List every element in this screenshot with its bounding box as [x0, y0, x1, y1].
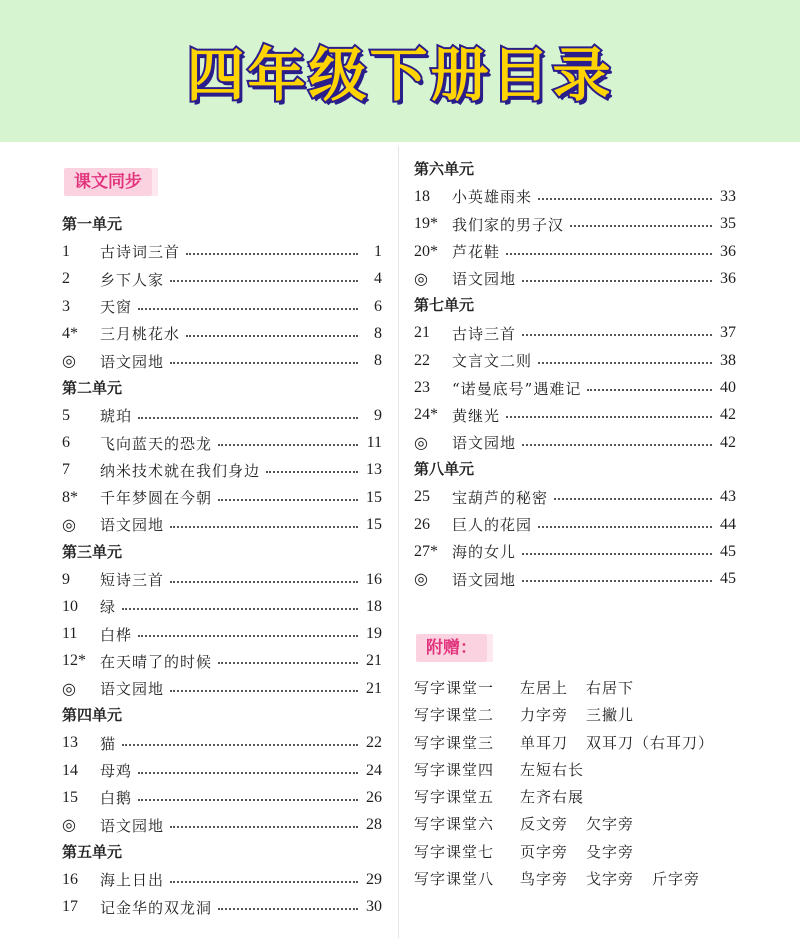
- writing-topic: 双耳刀（右耳刀）: [586, 733, 715, 752]
- page-number: 1: [374, 242, 382, 260]
- page-number: 38: [720, 351, 736, 369]
- lesson-title: 短诗三首: [100, 571, 165, 589]
- writing-topic: 右居下: [586, 679, 635, 697]
- column-divider: [398, 146, 399, 938]
- extras-list: [414, 675, 784, 893]
- toc-entry[interactable]: [414, 374, 736, 401]
- dot-leader: [170, 526, 358, 528]
- page-number: 43: [720, 488, 736, 506]
- header-banner: [0, 0, 800, 142]
- lesson-title: 语文园地: [100, 816, 165, 835]
- dot-leader: [170, 581, 358, 583]
- dot-leader: [218, 499, 358, 501]
- dot-leader: [170, 826, 358, 828]
- lesson-number: 14: [62, 761, 78, 779]
- lesson-number: 25: [414, 488, 430, 506]
- dot-leader: [138, 635, 358, 637]
- page-number: 15: [366, 515, 382, 533]
- toc-right-column: [414, 156, 736, 593]
- page-number: 15: [366, 488, 382, 506]
- lesson-title: 巨人的花园: [452, 516, 533, 534]
- dot-leader: [506, 416, 712, 418]
- page-number: 8: [374, 324, 382, 342]
- lesson-title: 语文园地: [452, 570, 517, 589]
- dot-leader: [138, 799, 358, 801]
- page-number: 8: [374, 352, 382, 370]
- page-number: 22: [366, 734, 382, 752]
- lesson-number: 21: [414, 324, 430, 342]
- page-number: 29: [366, 870, 382, 888]
- dot-leader: [170, 280, 358, 282]
- writing-lesson-label: 写字课堂五: [414, 788, 495, 807]
- lesson-title: 在天晴了的时候: [100, 652, 213, 671]
- dot-leader: [218, 908, 358, 910]
- toc-entry[interactable]: [62, 648, 382, 675]
- extra-item[interactable]: [414, 811, 784, 838]
- lesson-number: 20*: [414, 242, 438, 260]
- lesson-number: 5: [62, 406, 70, 424]
- lesson-title: 语文园地: [100, 516, 165, 535]
- page-number: 24: [366, 761, 382, 779]
- page-number: 37: [720, 324, 736, 342]
- page-number: 36: [720, 269, 736, 287]
- lesson-number: 27*: [414, 542, 438, 560]
- writing-topic: 左齐右展: [520, 788, 585, 807]
- writing-topic: 欠字旁: [586, 815, 635, 834]
- extra-item[interactable]: [414, 757, 784, 784]
- page-number: 45: [720, 542, 736, 560]
- lesson-number: 24*: [414, 406, 438, 424]
- toc-entry[interactable]: [414, 429, 736, 456]
- unit-heading: 第一单元: [62, 215, 123, 233]
- lesson-number: ◎: [62, 353, 76, 371]
- lesson-number: ◎: [414, 571, 428, 589]
- unit-heading: 第二单元: [62, 378, 123, 397]
- lesson-title: 猫: [100, 734, 117, 753]
- writing-topic: 鸟字旁: [520, 870, 569, 889]
- lesson-title: 绿: [100, 598, 117, 617]
- toc-entry[interactable]: [62, 620, 382, 647]
- toc-entry[interactable]: [62, 893, 382, 920]
- dot-leader: [122, 744, 358, 746]
- section-tag-gift: 附赠：: [416, 634, 487, 662]
- dot-leader: [522, 444, 712, 446]
- dot-leader: [522, 553, 712, 555]
- dot-leader: [587, 389, 712, 391]
- extra-item[interactable]: [414, 730, 784, 757]
- page-number: 45: [720, 570, 736, 588]
- lesson-title: 纳米技术就在我们身边: [100, 461, 261, 480]
- lesson-title: “诺曼底号”遇难记: [452, 379, 582, 398]
- page-number: 42: [720, 406, 736, 424]
- writing-topic: 三撇儿: [586, 706, 635, 725]
- lesson-title: 飞向蓝天的恐龙: [100, 434, 213, 453]
- writing-topic: 左短右长: [520, 760, 585, 779]
- lesson-number: 11: [62, 625, 78, 643]
- toc-entry[interactable]: [62, 566, 382, 593]
- lesson-title: 记金华的双龙洞: [100, 898, 213, 917]
- dot-leader: [554, 498, 712, 500]
- dot-leader: [186, 335, 358, 337]
- toc-entry[interactable]: [62, 457, 382, 484]
- dot-leader: [522, 280, 712, 282]
- lesson-title: 语文园地: [452, 434, 517, 453]
- lesson-number: ◎: [62, 516, 76, 534]
- unit-heading: 第八单元: [414, 460, 475, 479]
- writing-lesson-label: 写字课堂一: [414, 679, 495, 697]
- toc-entry[interactable]: [62, 511, 382, 538]
- writing-topic: 殳字旁: [586, 842, 635, 861]
- toc-entry[interactable]: [62, 293, 382, 320]
- writing-lesson-label: 写字课堂三: [414, 733, 495, 752]
- toc-entry[interactable]: [62, 675, 382, 702]
- lesson-title: 白桦: [100, 625, 133, 644]
- toc-entry[interactable]: [414, 183, 736, 210]
- toc-entry[interactable]: [62, 757, 382, 784]
- toc-entry[interactable]: [62, 402, 382, 429]
- unit-heading: 第六单元: [414, 160, 475, 178]
- lesson-title: 小英雄雨来: [452, 188, 533, 207]
- lesson-number: 10: [62, 597, 78, 615]
- writing-topic: 左居上: [520, 679, 569, 697]
- lesson-title: 古诗词三首: [100, 243, 181, 262]
- page-number: 13: [366, 461, 382, 479]
- lesson-number: 1: [62, 242, 70, 260]
- toc-left-column: [62, 211, 382, 921]
- page-number: 16: [366, 570, 382, 588]
- lesson-number: 26: [414, 515, 430, 533]
- page-number: 21: [366, 652, 382, 670]
- toc-entry[interactable]: [414, 238, 736, 265]
- lesson-number: 12*: [62, 652, 86, 670]
- dot-leader: [538, 362, 712, 364]
- lesson-number: 7: [62, 461, 70, 479]
- lesson-number: ◎: [62, 680, 76, 698]
- extra-item[interactable]: [414, 839, 784, 866]
- dot-leader: [522, 580, 712, 582]
- dot-leader: [522, 334, 712, 336]
- writing-topic: 力字旁: [520, 706, 569, 725]
- lesson-title: 三月桃花水: [100, 325, 181, 344]
- toc-entry[interactable]: [62, 238, 382, 265]
- page-number: 6: [374, 297, 382, 315]
- page-number: 4: [374, 270, 382, 288]
- dot-leader: [570, 225, 712, 227]
- page-number: 26: [366, 788, 382, 806]
- page-number: 33: [720, 187, 736, 205]
- toc-entry[interactable]: [62, 812, 382, 839]
- lesson-number: ◎: [414, 270, 428, 288]
- lesson-title: 乡下人家: [100, 270, 165, 289]
- extra-item[interactable]: [414, 702, 784, 729]
- unit-heading: 第四单元: [62, 706, 123, 725]
- page-number: 44: [720, 515, 736, 533]
- toc-entry[interactable]: [62, 266, 382, 293]
- dot-leader: [538, 198, 712, 200]
- toc-entry[interactable]: [414, 347, 736, 374]
- lesson-title: 海的女儿: [452, 543, 517, 562]
- lesson-number: 19*: [414, 215, 438, 233]
- writing-lesson-label: 写字课堂七: [414, 842, 495, 861]
- page-number: 35: [720, 215, 736, 233]
- dot-leader: [170, 690, 358, 692]
- lesson-number: ◎: [414, 434, 428, 452]
- writing-topic: 戈字旁: [586, 870, 635, 889]
- toc-entry[interactable]: [62, 866, 382, 893]
- lesson-title: 白鹅: [100, 789, 133, 808]
- unit-heading: 第七单元: [414, 296, 475, 315]
- lesson-number: 18: [414, 187, 430, 205]
- toc-entry[interactable]: [414, 402, 736, 429]
- writing-lesson-label: 写字课堂六: [414, 815, 495, 834]
- page-number: 40: [720, 379, 736, 397]
- lesson-title: 芦花鞋: [452, 243, 501, 262]
- lesson-number: 8*: [62, 488, 78, 506]
- dot-leader: [138, 417, 358, 419]
- dot-leader: [266, 471, 358, 473]
- dot-leader: [170, 881, 358, 883]
- toc-entry[interactable]: [414, 211, 736, 238]
- toc-entry[interactable]: [414, 511, 736, 538]
- lesson-title: 古诗三首: [452, 324, 517, 343]
- lesson-title: 语文园地: [452, 270, 517, 289]
- toc-entry[interactable]: [62, 730, 382, 757]
- dot-leader: [138, 772, 358, 774]
- writing-lesson-label: 写字课堂八: [414, 870, 495, 889]
- lesson-title: 千年梦圆在今朝: [100, 489, 213, 508]
- toc-entry[interactable]: [414, 265, 736, 292]
- lesson-number: 22: [414, 351, 430, 369]
- writing-topic: 斤字旁: [652, 870, 701, 889]
- toc-entry[interactable]: [62, 593, 382, 620]
- page-number: 19: [366, 625, 382, 643]
- lesson-number: 13: [62, 734, 78, 752]
- lesson-number: 17: [62, 898, 78, 916]
- dot-leader: [538, 526, 712, 528]
- dot-leader: [138, 308, 358, 310]
- writing-topic: 单耳刀: [520, 733, 569, 752]
- lesson-number: ◎: [62, 817, 76, 835]
- toc-entry[interactable]: [62, 320, 382, 347]
- page-number: 9: [374, 406, 382, 424]
- extra-item[interactable]: [414, 675, 784, 702]
- toc-entry[interactable]: [62, 784, 382, 811]
- toc-entry[interactable]: [62, 347, 382, 374]
- writing-topic: 页字旁: [520, 842, 569, 861]
- lesson-number: 16: [62, 870, 78, 888]
- extra-item[interactable]: [414, 784, 784, 811]
- lesson-title: 宝葫芦的秘密: [452, 488, 549, 507]
- page-number: 28: [366, 816, 382, 834]
- writing-lesson-label: 写字课堂二: [414, 706, 495, 725]
- lesson-title: 我们家的男子汉: [452, 215, 565, 234]
- toc-entry[interactable]: [62, 429, 382, 456]
- writing-lesson-label: 写字课堂四: [414, 760, 495, 779]
- dot-leader: [186, 253, 358, 255]
- lesson-title: 琥珀: [100, 407, 133, 426]
- toc-entry[interactable]: [62, 484, 382, 511]
- unit-heading: 第五单元: [62, 842, 123, 861]
- page-number: 42: [720, 433, 736, 451]
- toc-entry[interactable]: [414, 565, 736, 592]
- toc-entry[interactable]: [414, 484, 736, 511]
- dot-leader: [218, 444, 358, 446]
- toc-entry[interactable]: [414, 538, 736, 565]
- page-title: 四年级下册目录: [186, 41, 614, 109]
- lesson-title: 海上日出: [100, 871, 165, 890]
- toc-entry[interactable]: [414, 320, 736, 347]
- page-number: 30: [366, 898, 382, 916]
- unit-heading: 第三单元: [62, 542, 123, 561]
- lesson-number: 6: [62, 434, 70, 452]
- page-number: 18: [366, 597, 382, 615]
- dot-leader: [506, 253, 712, 255]
- extra-item[interactable]: [414, 866, 784, 893]
- page-number: 21: [366, 679, 382, 697]
- section-tag-sync: 课文同步: [64, 168, 152, 196]
- writing-topic: 反文旁: [520, 815, 569, 834]
- lesson-title: 母鸡: [100, 762, 133, 781]
- lesson-number: 4*: [62, 324, 78, 342]
- lesson-title: 天窗: [100, 298, 133, 317]
- lesson-title: 语文园地: [100, 680, 165, 699]
- page-number: 36: [720, 242, 736, 260]
- lesson-number: 15: [62, 788, 78, 806]
- lesson-number: 9: [62, 570, 70, 588]
- lesson-number: 3: [62, 297, 70, 315]
- lesson-number: 23: [414, 379, 430, 397]
- dot-leader: [218, 662, 358, 664]
- lesson-title: 语文园地: [100, 352, 165, 371]
- lesson-title: 文言文二则: [452, 352, 533, 371]
- lesson-title: 黄继光: [452, 406, 501, 425]
- lesson-number: 2: [62, 270, 70, 288]
- page-number: 11: [366, 434, 382, 452]
- dot-leader: [122, 608, 358, 610]
- dot-leader: [170, 362, 358, 364]
